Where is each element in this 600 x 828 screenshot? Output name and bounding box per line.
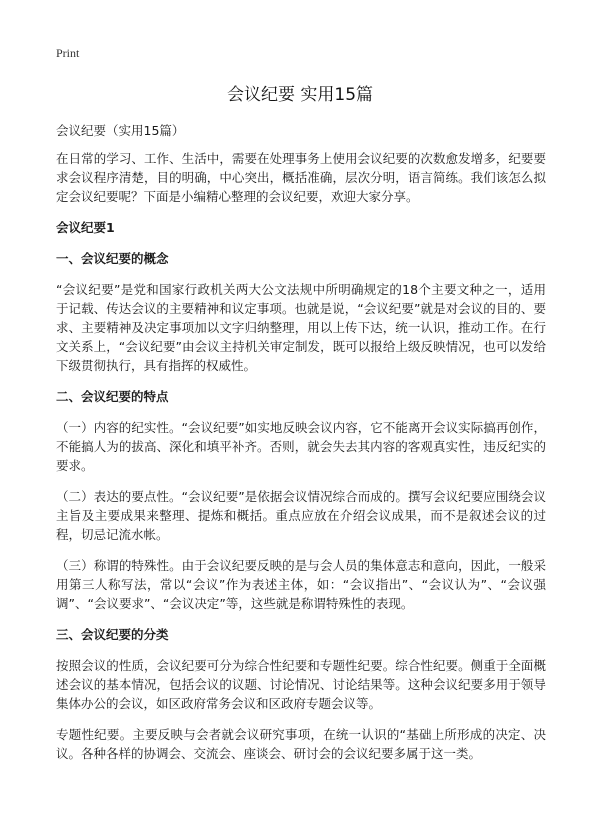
print-link[interactable]: Print [56,46,80,60]
paragraph-classification-2: 专题性纪要。主要反映与会者就会议研究事项，在统一认识的“基础上所形成的决定、决议。各种各样的协调会、交流会、座谈会、研讨会的会议纪要多属于这一类。 [56,727,546,761]
paragraph-feature-3: （三）称谓的特殊性。由于会议纪要反映的是与会人员的集体意志和意向，因此，一般采用第三人称写法，常以“会议”作为表述主体，如：“会议指出”、“会议认为”、“会议强调”、“会议要求”、“会议决定”等，这些就是称谓特殊性的表现。 [56,558,546,611]
paragraph-classification-1: 按照会议的性质，会议纪要可分为综合性纪要和专题性纪要。综合性纪要。侧重于全面概述会议的基本情况，包括会议的议题、讨论情况、讨论结果等。这种会议纪要多用于领导集体办公的会议，如区政府常务会议和区政府专题会议等。 [56,658,546,711]
document-body [56,121,546,775]
paragraph-concept: “会议纪要”是党和国家行政机关两大公文法规中所明确规定的18个主要文种之一，适用于记载、传达会议的主要精神和议定事项。也就是说，“会议纪要”就是对会议的目的、要求、主要精神及决定事项加以文字归纳整理，用以上传下达，统一认识，推动工作。在行文关系上，“会议纪要”由会议主持机关审定制发，既可以报给上级反映情况，也可以发给下级贯彻执行，具有指挥的权威性。 [56,282,546,373]
document-subtitle: 会议纪要（实用15篇） [56,123,185,138]
intro-paragraph: 在日常的学习、工作、生活中，需要在处理事务上使用会议纪要的次数愈发增多，纪要要求会议程序清楚，目的明确，中心突出，概括准确，层次分明，语言简练。我们该怎么拟定会议纪要呢？下面是小编精心整理的会议纪要，欢迎大家分享。 [56,151,546,204]
paragraph-feature-1: （一）内容的纪实性。“会议纪要”如实地反映会议内容，它不能离开会议实际搞再创作，不能搞人为的拔高、深化和填平补齐。否则，就会失去其内容的客观真实性，违反纪实的要求。 [56,420,546,473]
heading-concept: 一、会议纪要的概念 [56,251,169,266]
page-title: 会议纪要 实用15篇 [226,85,374,105]
paragraph-feature-2: （二）表达的要点性。“会议纪要”是依据会议情况综合而成的。撰写会议纪要应围绕会议主旨及主要成果来整理、提炼和概括。重点应放在介绍会议成果，而不是叙述会议的过程，切忌记流水帐。 [56,489,546,542]
section-title: 会议纪要1 [56,220,115,235]
heading-classification: 三、会议纪要的分类 [56,627,169,642]
heading-features: 二、会议纪要的特点 [56,389,169,404]
